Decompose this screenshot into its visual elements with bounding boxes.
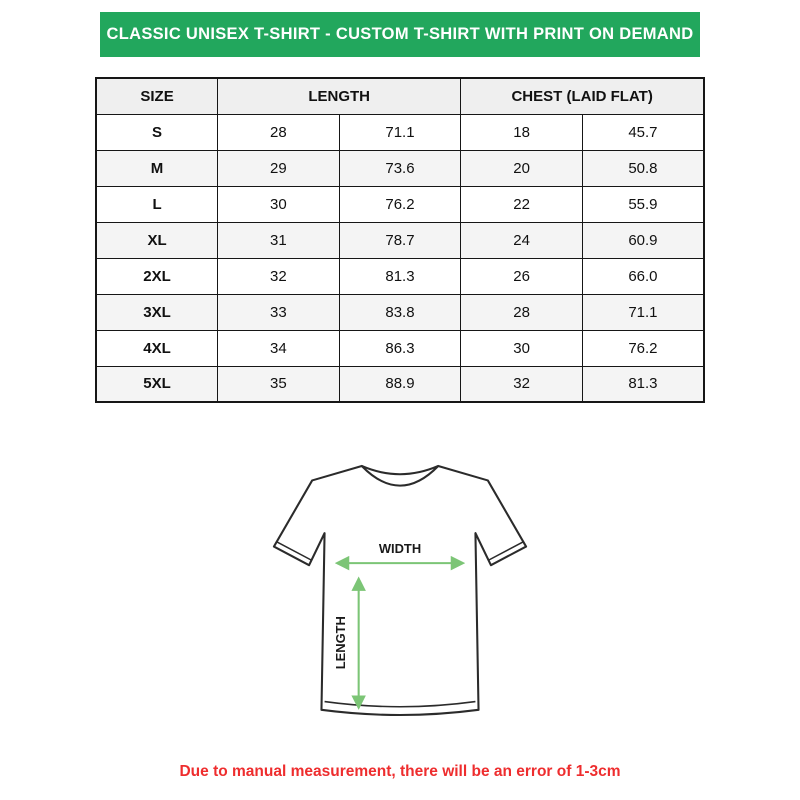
header-length: LENGTH: [218, 78, 461, 114]
measurement-cell: 50.8: [582, 150, 704, 186]
size-table: [95, 77, 705, 403]
size-table-body: [96, 114, 704, 402]
measurement-cell: 24: [461, 222, 583, 258]
measurement-cell: 32: [461, 366, 583, 402]
size-cell: S: [96, 114, 218, 150]
table-row: [96, 222, 704, 258]
measurement-cell: 45.7: [582, 114, 704, 150]
measurement-cell: 81.3: [339, 258, 461, 294]
size-cell: XL: [96, 222, 218, 258]
measurement-cell: 76.2: [339, 186, 461, 222]
size-cell: M: [96, 150, 218, 186]
size-cell: 5XL: [96, 366, 218, 402]
table-row: [96, 186, 704, 222]
table-row: [96, 150, 704, 186]
table-row: [96, 294, 704, 330]
measurement-cell: 60.9: [582, 222, 704, 258]
measurement-cell: 78.7: [339, 222, 461, 258]
width-label: WIDTH: [378, 540, 422, 556]
table-row: [96, 114, 704, 150]
measurement-cell: 33: [218, 294, 340, 330]
measurement-cell: 76.2: [582, 330, 704, 366]
tshirt-outline: [274, 466, 526, 715]
table-row: [96, 330, 704, 366]
length-label: LENGTH: [333, 616, 349, 670]
measurement-cell: 28: [461, 294, 583, 330]
tshirt-drawing: [245, 443, 555, 739]
measurement-cell: 30: [218, 186, 340, 222]
measurement-cell: 71.1: [339, 114, 461, 150]
measurement-cell: 31: [218, 222, 340, 258]
measurement-cell: 29: [218, 150, 340, 186]
size-cell: L: [96, 186, 218, 222]
measurement-cell: 34: [218, 330, 340, 366]
title-banner: [100, 12, 700, 57]
size-cell: 4XL: [96, 330, 218, 366]
measurement-cell: 83.8: [339, 294, 461, 330]
measurement-cell: 28: [218, 114, 340, 150]
measurement-cell: 71.1: [582, 294, 704, 330]
measurement-cell: 32: [218, 258, 340, 294]
size-cell: 2XL: [96, 258, 218, 294]
measurement-cell: 55.9: [582, 186, 704, 222]
page-title: CLASSIC UNISEX T-SHIRT - CUSTOM T-SHIRT WITH PRINT ON DEMAND: [106, 25, 694, 43]
measurement-cell: 66.0: [582, 258, 704, 294]
measurement-cell: 73.6: [339, 150, 461, 186]
size-cell: 3XL: [96, 294, 218, 330]
table-row: [96, 366, 704, 402]
measurement-cell: 35: [218, 366, 340, 402]
header-size: SIZE: [96, 78, 218, 114]
tshirt-diagram: [0, 443, 800, 739]
measurement-cell: 26: [461, 258, 583, 294]
measurement-cell: 81.3: [582, 366, 704, 402]
measurement-cell: 20: [461, 150, 583, 186]
table-header-row: [96, 78, 704, 114]
measurement-note: Due to manual measurement, there will be an error of 1-3cm: [179, 763, 621, 780]
measurement-cell: 86.3: [339, 330, 461, 366]
measurement-cell: 22: [461, 186, 583, 222]
measurement-cell: 88.9: [339, 366, 461, 402]
header-chest: CHEST (LAID FLAT): [461, 78, 704, 114]
table-row: [96, 258, 704, 294]
measurement-cell: 18: [461, 114, 583, 150]
measurement-cell: 30: [461, 330, 583, 366]
